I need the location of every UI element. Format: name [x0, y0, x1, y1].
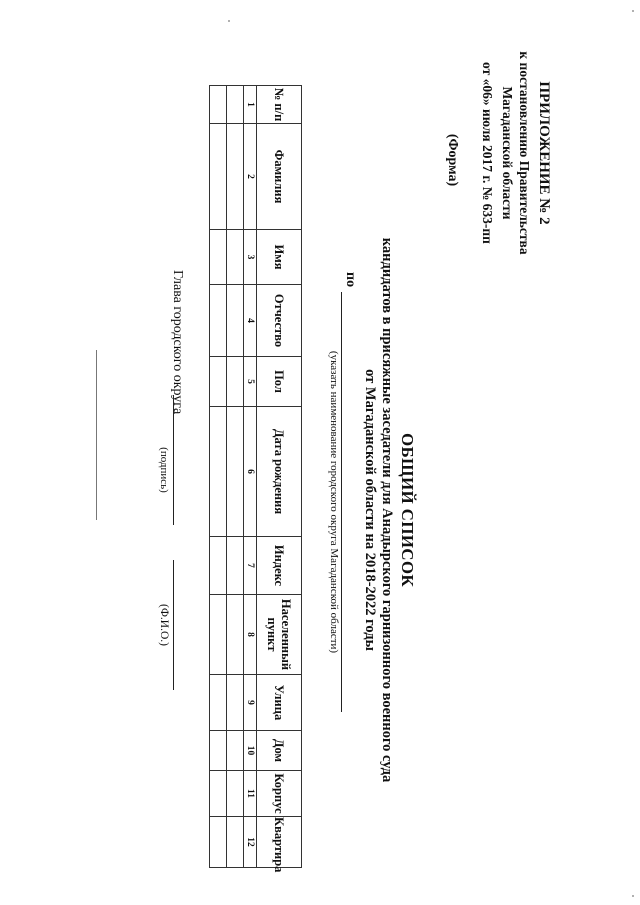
header-first-name: Имя [257, 230, 302, 285]
header-building: Корпус [257, 771, 302, 817]
table-header-row [257, 86, 302, 868]
empty-cell [210, 731, 227, 771]
empty-cell [227, 731, 244, 771]
table-row [210, 86, 227, 868]
empty-cell [210, 285, 227, 357]
column-number: 10 [244, 731, 257, 771]
signature-label: Глава городского округа [170, 270, 185, 415]
document-subtitle-line1: кандидатов в присяжные заседатели для Анадырского гарнизонного военного суда [379, 237, 395, 783]
district-hint: (указать наименование городского округа Магаданской области) [328, 350, 340, 654]
empty-cell [227, 675, 244, 731]
empty-cell [227, 407, 244, 537]
empty-cell [227, 817, 244, 868]
column-number: 5 [244, 357, 257, 407]
district-prefix: по [343, 272, 358, 288]
document-subtitle-line2: от Магаданской области на 2018-2022 годы [362, 369, 378, 651]
header-sex: Пол [257, 357, 302, 407]
column-number: 9 [244, 675, 257, 731]
column-number: 1 [244, 86, 257, 124]
column-number: 11 [244, 771, 257, 817]
header-birth-date: Дата рождения [257, 407, 302, 537]
empty-cell [227, 357, 244, 407]
empty-cell [227, 86, 244, 124]
column-number-row [244, 86, 257, 868]
empty-cell [210, 675, 227, 731]
header-street: Улица [257, 675, 302, 731]
scan-speck [228, 20, 230, 22]
appendix-region-line: Магаданской области [500, 86, 515, 220]
empty-cell [227, 595, 244, 675]
empty-cell [210, 817, 227, 868]
stamp-divider-line [96, 350, 97, 520]
scan-speck [632, 895, 634, 897]
candidates-table [209, 85, 302, 873]
empty-cell [210, 537, 227, 595]
scan-speck [632, 10, 634, 12]
empty-cell [210, 771, 227, 817]
signature-caption: (подпись) [158, 447, 170, 493]
column-number: 7 [244, 537, 257, 595]
empty-cell [210, 595, 227, 675]
empty-cell [210, 357, 227, 407]
empty-cell [210, 230, 227, 285]
empty-cell [227, 124, 244, 230]
empty-cell [210, 124, 227, 230]
column-number: 12 [244, 817, 257, 868]
appendix-date-line: от «06» июля 2017 г. № 633-пп [480, 62, 495, 244]
district-name-line [341, 292, 342, 712]
appendix-resolution-line: к постановлению Правительства [517, 51, 532, 255]
empty-cell [210, 86, 227, 124]
empty-cell [227, 230, 244, 285]
header-postal-index: Индекс [257, 537, 302, 595]
signature-line [173, 395, 174, 525]
header-apartment: Квартира [257, 817, 302, 868]
full-name-line [173, 560, 174, 690]
header-patronymic: Отчество [257, 285, 302, 357]
column-number: 4 [244, 285, 257, 357]
column-number: 8 [244, 595, 257, 675]
empty-cell [210, 407, 227, 537]
empty-cell [227, 285, 244, 357]
empty-cell [227, 771, 244, 817]
appendix-title: ПРИЛОЖЕНИЕ № 2 [536, 81, 552, 225]
header-house: Дом [257, 731, 302, 771]
column-number: 3 [244, 230, 257, 285]
empty-cell [227, 537, 244, 595]
header-number: № п/п [257, 86, 302, 124]
form-label: (Форма) [445, 133, 460, 187]
column-number: 2 [244, 124, 257, 230]
full-name-caption: (Ф.И.О.) [158, 604, 170, 646]
table-row [227, 86, 244, 868]
header-locality: Населенный пункт [257, 595, 302, 675]
header-surname: Фамилия [257, 124, 302, 230]
document-title: ОБЩИЙ СПИСОК [398, 433, 417, 587]
column-number: 6 [244, 407, 257, 537]
